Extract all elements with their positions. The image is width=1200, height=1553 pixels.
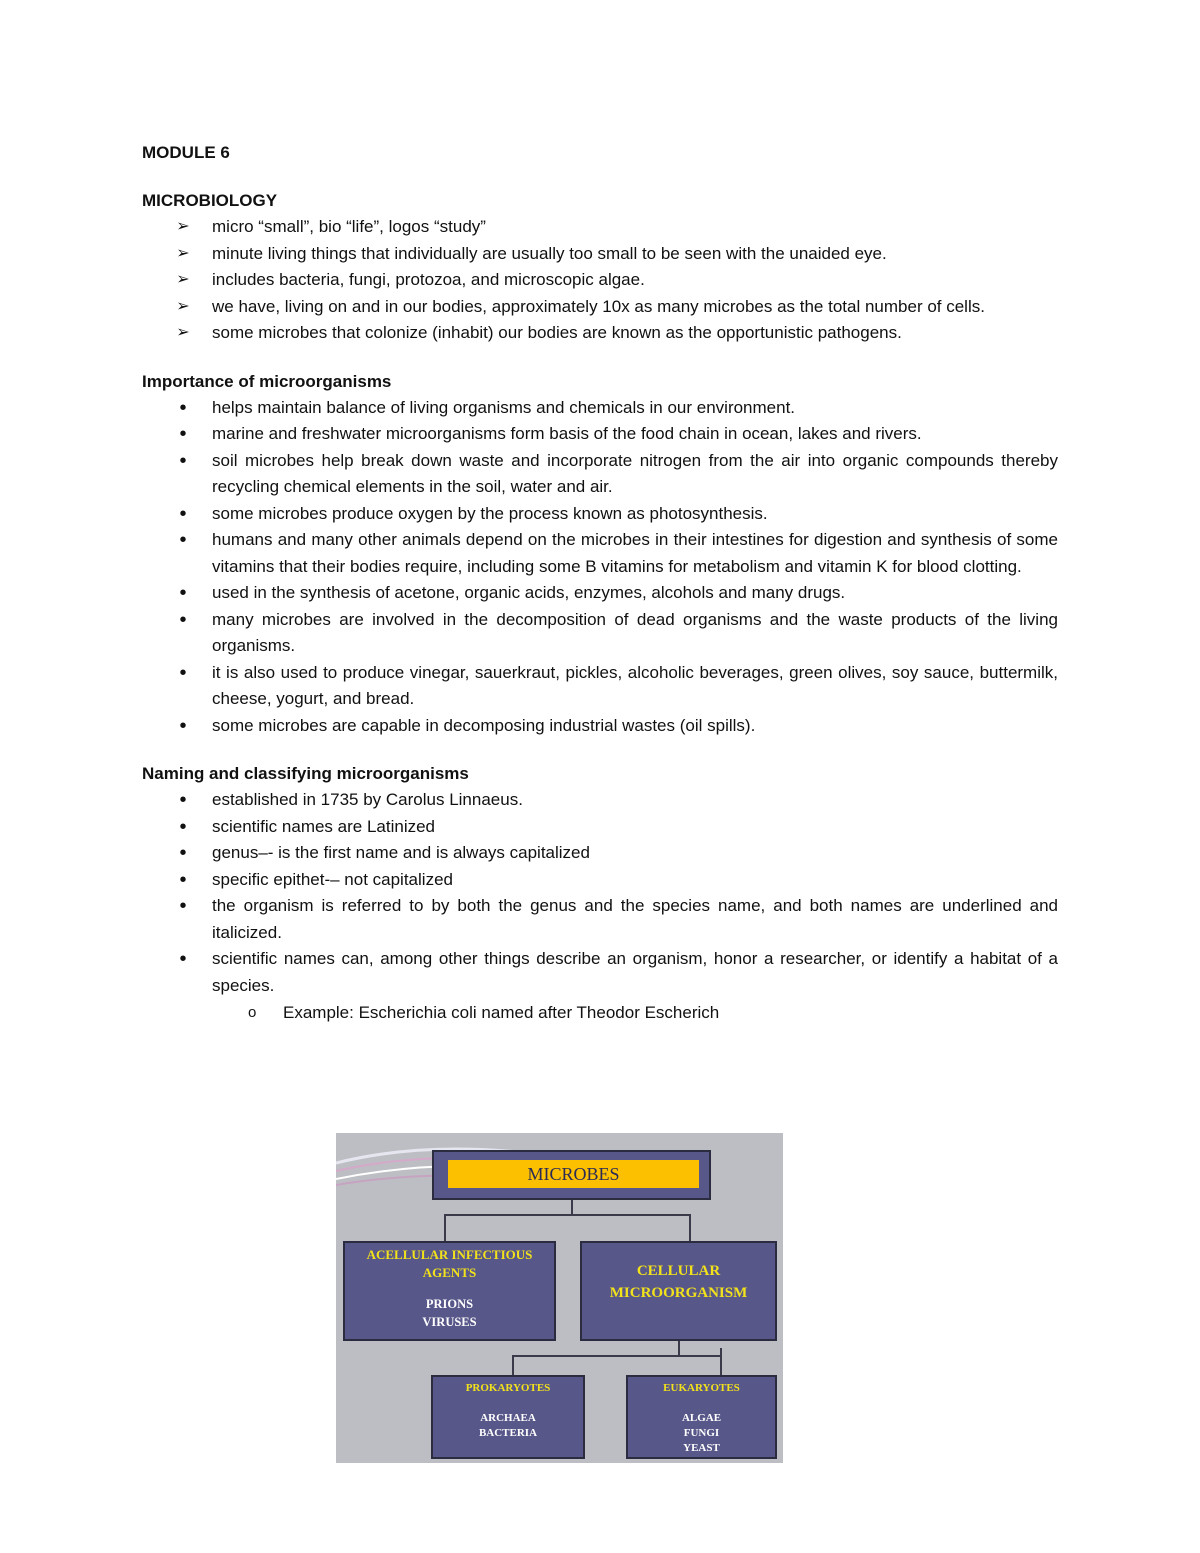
connector-line <box>678 1341 680 1355</box>
prokaryotes-box <box>431 1375 585 1459</box>
microbes-classification-diagram <box>336 1133 783 1463</box>
list-item: • helps maintain balance of living organisms and chemicals in our environment. <box>142 395 1058 422</box>
prokaryotes-title: PROKARYOTES <box>465 1382 551 1394</box>
list-item: • soil microbes help break down waste and incorporate nitrogen from the air into organic compounds thereby recycling chemical elements in the soil, water and air. <box>142 448 1058 501</box>
arrowhead-bullet-icon: ➢ <box>176 218 190 235</box>
arrowhead-bullet-icon: ➢ <box>176 244 190 262</box>
list-item: • many microbes are involved in the decomposition of dead organisms and the waste products of the living organisms. <box>142 607 1058 660</box>
importance-list <box>142 395 1058 740</box>
eukaryotes-title: EUKARYOTES <box>663 1382 740 1394</box>
list-item: ➢ micro “small”, bio “life”, logos “study” <box>142 214 1058 241</box>
round-bullet-icon: • <box>179 529 187 551</box>
example-sub-item: o Example: Escherichia coli named after Theodor Escherich <box>142 999 1058 1027</box>
arrowhead-bullet-icon: ➢ <box>176 324 190 341</box>
document-page <box>142 140 1058 1027</box>
round-bullet-icon: • <box>179 714 187 737</box>
eukaryotes-item-algae: ALGAE <box>681 1412 722 1424</box>
list-item: ➢ includes bacteria, fungi, protozoa, and microscopic algae. <box>142 267 1058 294</box>
acellular-agents-box <box>343 1241 556 1341</box>
round-bullet-icon: • <box>179 502 187 525</box>
list-item: ➢ minute living things that individually are usually too small to be seen with the unaided eye. <box>142 241 1058 268</box>
eukaryotes-item-fungi: FUNGI <box>683 1427 720 1439</box>
connector-line <box>571 1200 573 1214</box>
round-bullet-icon: • <box>179 948 187 970</box>
list-item: • used in the synthesis of acetone, organic acids, enzymes, alcohols and many drugs. <box>142 580 1058 607</box>
acellular-title: ACELLULAR INFECTIOUS AGENTS <box>366 1247 533 1280</box>
prokaryotes-item-bacteria: BACTERIA <box>478 1427 538 1439</box>
round-bullet-icon: • <box>179 789 187 811</box>
list-item: • scientific names are Latinized <box>142 814 1058 841</box>
naming-list <box>142 787 1058 999</box>
cellular-title: CELLULAR MICROORGANISM <box>609 1263 748 1301</box>
microbiology-list <box>142 214 1058 347</box>
section-heading-importance: Importance of microorganisms <box>142 371 392 391</box>
microbes-root-label: MICROBES <box>448 1160 699 1188</box>
sub-bullet-marker: o <box>248 1004 257 1021</box>
section-heading-naming: Naming and classifying microorganisms <box>142 764 469 783</box>
round-bullet-icon: • <box>179 423 187 445</box>
connector-line <box>720 1348 722 1375</box>
connector-line <box>512 1355 514 1375</box>
list-item: • specific epithet-– not capitalized <box>142 867 1058 894</box>
list-item: ➢ some microbes that colonize (inhabit) our bodies are known as the opportunistic pathogens. <box>142 320 1058 347</box>
round-bullet-icon: • <box>179 895 187 917</box>
acellular-item-prions: PRIONS <box>425 1297 474 1311</box>
arrowhead-bullet-icon: ➢ <box>176 297 190 315</box>
connector-line <box>512 1355 722 1357</box>
list-item: • it is also used to produce vinegar, sauerkraut, pickles, alcoholic beverages, green olives, soy sauce, buttermilk, cheese, yogurt, and bread. <box>142 660 1058 713</box>
arrowhead-bullet-icon: ➢ <box>176 271 190 288</box>
round-bullet-icon: • <box>179 449 187 472</box>
round-bullet-icon: • <box>179 396 187 419</box>
round-bullet-icon: • <box>179 608 187 631</box>
list-item: • some microbes produce oxygen by the process known as photosynthesis. <box>142 501 1058 528</box>
round-bullet-icon: • <box>179 815 187 838</box>
section-heading-microbiology: MICROBIOLOGY <box>142 191 278 210</box>
round-bullet-icon: • <box>179 582 187 604</box>
list-item: • marine and freshwater microorganisms form basis of the food chain in ocean, lakes and rivers. <box>142 421 1058 448</box>
cellular-microorganism-box <box>580 1241 777 1341</box>
round-bullet-icon: • <box>179 868 187 891</box>
microbes-root-box <box>432 1150 711 1200</box>
prokaryotes-item-archaea: ARCHAEA <box>480 1412 536 1424</box>
connector-line <box>444 1214 446 1241</box>
list-item: ➢ we have, living on and in our bodies, approximately 10x as many microbes as the total number of cells. <box>142 294 1058 321</box>
eukaryotes-item-yeast: YEAST <box>683 1442 720 1454</box>
list-item: • genus–- is the first name and is always capitalized <box>142 840 1058 867</box>
round-bullet-icon: • <box>179 661 187 684</box>
round-bullet-icon: • <box>179 842 187 864</box>
list-item: • established in 1735 by Carolus Linnaeus. <box>142 787 1058 814</box>
connector-line <box>444 1214 690 1216</box>
acellular-item-viruses: VIRUSES <box>422 1315 477 1329</box>
eukaryotes-box <box>626 1375 777 1459</box>
list-item: • the organism is referred to by both the genus and the species name, and both names are underlined and italicized. <box>142 893 1058 946</box>
list-item: • scientific names can, among other things describe an organism, honor a researcher, or identify a habitat of a species. <box>142 946 1058 999</box>
list-item: • humans and many other animals depend on the microbes in their intestines for digestion and synthesis of some vitamins that their bodies require, including some B vitamins for metabolism and vitamin K for blood clotting. <box>142 527 1058 580</box>
list-item: • some microbes are capable in decomposing industrial wastes (oil spills). <box>142 713 1058 740</box>
connector-line <box>689 1214 691 1241</box>
module-title: MODULE 6 <box>142 143 230 162</box>
